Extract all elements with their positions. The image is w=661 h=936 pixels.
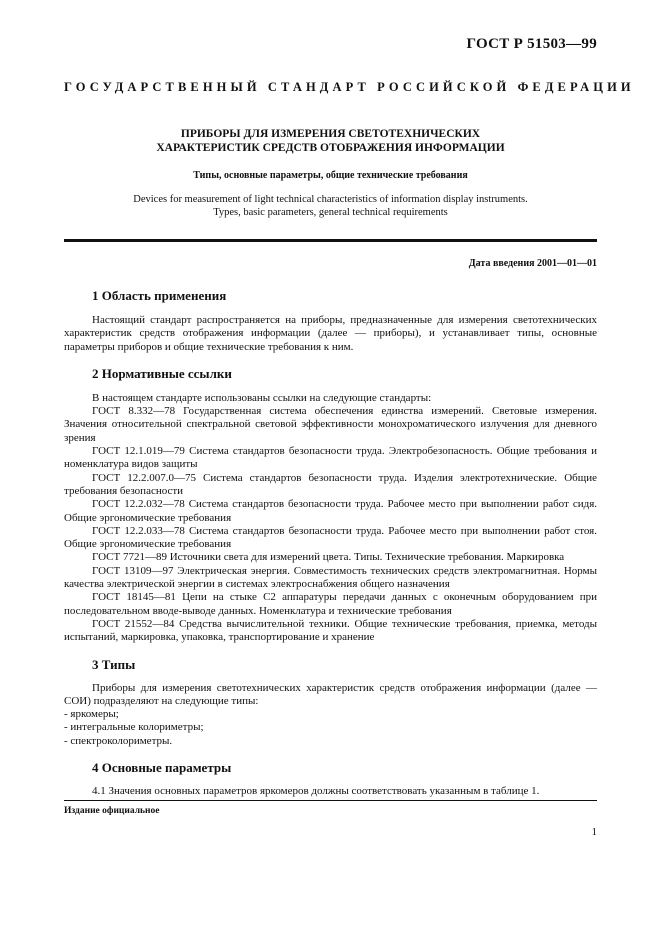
document-title (64, 127, 597, 155)
document-number: ГОСТ Р 51503—99 (466, 36, 597, 52)
english-title-line-2: Types, basic parameters, general technical requirements (213, 207, 448, 218)
title-divider (64, 239, 597, 242)
section-1-text: Настоящий стандарт распространяется на приборы, предназначенные для измерения светотехнических характеристик средств отображения информации (далее — приборы), и устанавливает типы, основные параметры приборов и общие технические требования к ним. (64, 314, 597, 353)
reference-item: ГОСТ 18145—81 Цепи на стыке С2 аппаратуры передачи данных с оконечным оборудованием при последовательном вводе-выводе данных. Номенклатура и технические требования (64, 591, 597, 617)
section-3-text: Приборы для измерения светотехнических характеристик средств отображения информации (далее — СОИ) подразделяют на следующие типы: (64, 681, 597, 707)
section-3-heading: 3 Типы (92, 656, 136, 672)
list-item: - яркомеры; (64, 708, 119, 721)
list-item: - интегральные колориметры; (64, 721, 204, 734)
list-item: - спектроколориметры. (64, 734, 173, 747)
reference-item: ГОСТ 12.2.033—78 Система стандартов безопасности труда. Рабочее место при выполнении работ стоя. Общие эргономические требования (64, 524, 597, 551)
section-4-text: 4.1 Значения основных параметров яркомеров должны соответствовать указанным в таблице 1. (92, 785, 540, 798)
title-line-2: ХАРАКТЕРИСТИК СРЕДСТВ ОТОБРАЖЕНИЯ ИНФОРМАЦИИ (156, 142, 505, 154)
english-title (64, 193, 597, 219)
title-line-1: ПРИБОРЫ ДЛЯ ИЗМЕРЕНИЯ СВЕТОТЕХНИЧЕСКИХ (180, 128, 481, 140)
reference-item: ГОСТ 13109—97 Электрическая энергия. Совместимость технических средств электромагнитная. Нормы качества электрической энергии в системах электроснабжения общего назначения (64, 564, 597, 591)
document-subtitle: Типы, основные параметры, общие технические требования (193, 170, 468, 181)
document-body (64, 288, 597, 798)
types-list (64, 708, 597, 748)
footer-divider (64, 800, 597, 801)
section-2-intro: В настоящем стандарте использованы ссылки на следующие стандарты: (92, 391, 432, 404)
section-2-heading: 2 Нормативные ссылки (92, 365, 232, 381)
reference-item: ГОСТ 12.2.007.0—75 Система стандартов безопасности труда. Изделия электротехнические. Общие требования безопасности (64, 471, 597, 497)
introduction-date: Дата введения 2001—01—01 (468, 258, 597, 269)
reference-item: ГОСТ 12.2.032—78 Система стандартов безопасности труда. Рабочее место при выполнении работ сидя. Общие эргономические требования (64, 498, 597, 524)
page-number: 1 (591, 826, 597, 838)
english-title-line-1: Devices for measurement of light technical characteristics of information display instruments. (133, 194, 528, 205)
reference-item: ГОСТ 8.332—78 Государственная система обеспечения единства измерений. Световые измерения. Значения относительной спектральной световой эффективности монохроматического излучения для дневного зрения (64, 405, 597, 444)
reference-item: ГОСТ 21552—84 Средства вычислительной техники. Общие технические требования, приемка, методы испытаний, маркировка, упаковка, транспортирование и хранение (64, 617, 597, 644)
reference-item: ГОСТ 7721—89 Источники света для измерений цвета. Типы. Технические требования. Маркировка (92, 551, 565, 564)
state-standard-heading: ГОСУДАРСТВЕННЫЙ СТАНДАРТ РОССИЙСКОЙ ФЕДЕРАЦИИ (64, 80, 635, 94)
official-edition-note: Издание официальное (64, 806, 160, 816)
reference-item: ГОСТ 12.1.019—79 Система стандартов безопасности труда. Электробезопасность. Общие требования и номенклатура видов защиты (64, 445, 597, 471)
section-4-heading: 4 Основные параметры (92, 760, 232, 776)
section-1-heading: 1 Область применения (92, 288, 227, 303)
